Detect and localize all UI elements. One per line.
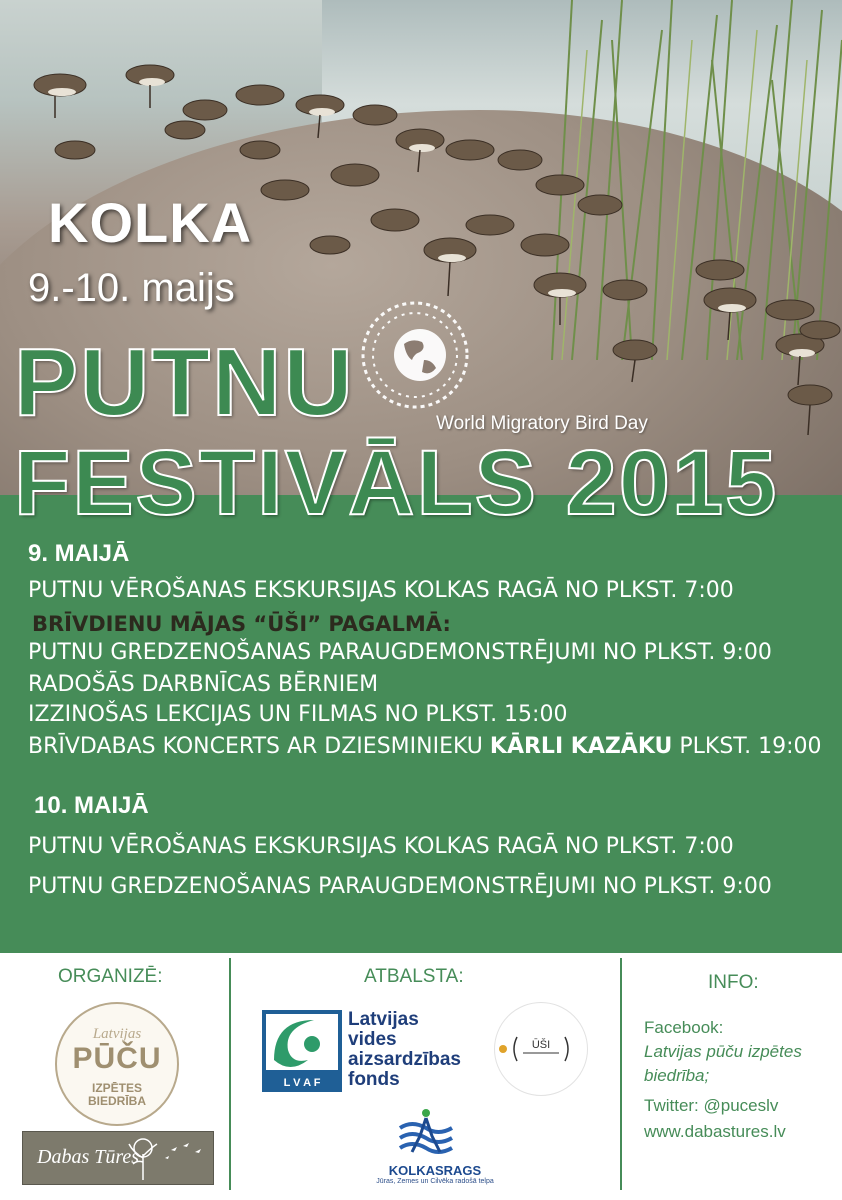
- facebook-page-name-2[interactable]: biedrība;: [644, 1066, 710, 1085]
- owl-logo-sub: [57, 1082, 177, 1108]
- organize-title: ORGANIZĒ:: [58, 966, 163, 987]
- lvaf-name: Latvijas vides aizsardzības fonds: [348, 1009, 461, 1090]
- day1-line3: RADOŠĀS DARBNĪCAS BĒRNIEM: [28, 672, 379, 697]
- wmbd-badge-text: World Migratory Bird Day: [436, 413, 648, 434]
- owl-logo-line1: Latvijas: [92, 1026, 142, 1042]
- performer-name: KĀRLI KAZĀKU: [489, 734, 673, 759]
- festival-dates: 9.-10. maijs: [28, 266, 235, 310]
- facebook-page-name-1[interactable]: Latvijas pūču izpētes: [644, 1042, 802, 1061]
- info-title: INFO:: [708, 972, 759, 993]
- owl-logo-line3: IZPĒTES: [91, 1081, 142, 1095]
- usi-name: ŪŠI: [531, 1039, 551, 1051]
- kolkasrags-name: KOLKASRAGS: [388, 1163, 482, 1178]
- bird-globe-icon: [360, 300, 470, 410]
- website-link[interactable]: www.dabastures.lv: [644, 1122, 786, 1141]
- tree-birds-icon: [121, 1136, 209, 1180]
- day2-heading: 10. MAIJĀ: [34, 792, 149, 819]
- support-title: ATBALSTA:: [364, 966, 464, 987]
- kolkasrags-tagline: Jūras, Zemes un Cilvēka radošā telpa: [376, 1178, 494, 1185]
- twitter-handle[interactable]: Twitter: @puceslv: [644, 1096, 779, 1115]
- dabas-tures-name: Dabas Tūres: [37, 1146, 140, 1168]
- festival-title-line1: PUTNU: [14, 329, 355, 436]
- kolkasrags-figure-icon: [390, 1108, 460, 1160]
- column-divider: [229, 958, 231, 1190]
- day2-line2: PUTNU GREDZENOŠANAS PARAUGDEMONSTRĒJUMI NO PLKST. 9:00: [28, 874, 772, 899]
- day1-line5-suffix: PLKST. 19:00: [672, 734, 822, 759]
- owl-logo-line2: PŪČU: [72, 1042, 162, 1075]
- column-divider: [620, 958, 622, 1190]
- day1-line1: PUTNU VĒROŠANAS EKSKURSIJAS KOLKAS RAGĀ NO PLKST. 7:00: [28, 578, 734, 603]
- day1-line5-prefix: BRĪVDABAS KONCERTS AR DZIESMINIEKU: [28, 734, 490, 759]
- day1-heading: 9. MAIJĀ: [28, 540, 130, 567]
- lvaf-abbr: L V A F: [283, 1077, 321, 1089]
- dabas-tures-logo: [22, 1131, 214, 1185]
- day1-subheading: BRĪVDIENU MĀJAS “ŪŠI” PAGALMĀ:: [32, 612, 451, 636]
- day2-line1: PUTNU VĒROŠANAS EKSKURSIJAS KOLKAS RAGĀ NO PLKST. 7:00: [28, 834, 734, 859]
- location-title: KOLKA: [48, 191, 253, 254]
- day1-line5: [28, 734, 822, 759]
- day1-line2: PUTNU GREDZENOŠANAS PARAUGDEMONSTRĒJUMI NO PLKST. 9:00: [28, 640, 772, 665]
- owl-logo-line4: BIEDRĪBA: [87, 1094, 146, 1108]
- festival-title-line2: FESTIVĀLS 2015: [14, 432, 779, 534]
- owl-society-logo: [55, 1002, 179, 1126]
- usi-logo: [494, 1002, 588, 1096]
- lvaf-wave-icon: [262, 1010, 342, 1092]
- day1-line4: IZZINOŠAS LEKCIJAS UN FILMAS NO PLKST. 15:00: [28, 702, 568, 727]
- facebook-label: Facebook:: [644, 1018, 724, 1037]
